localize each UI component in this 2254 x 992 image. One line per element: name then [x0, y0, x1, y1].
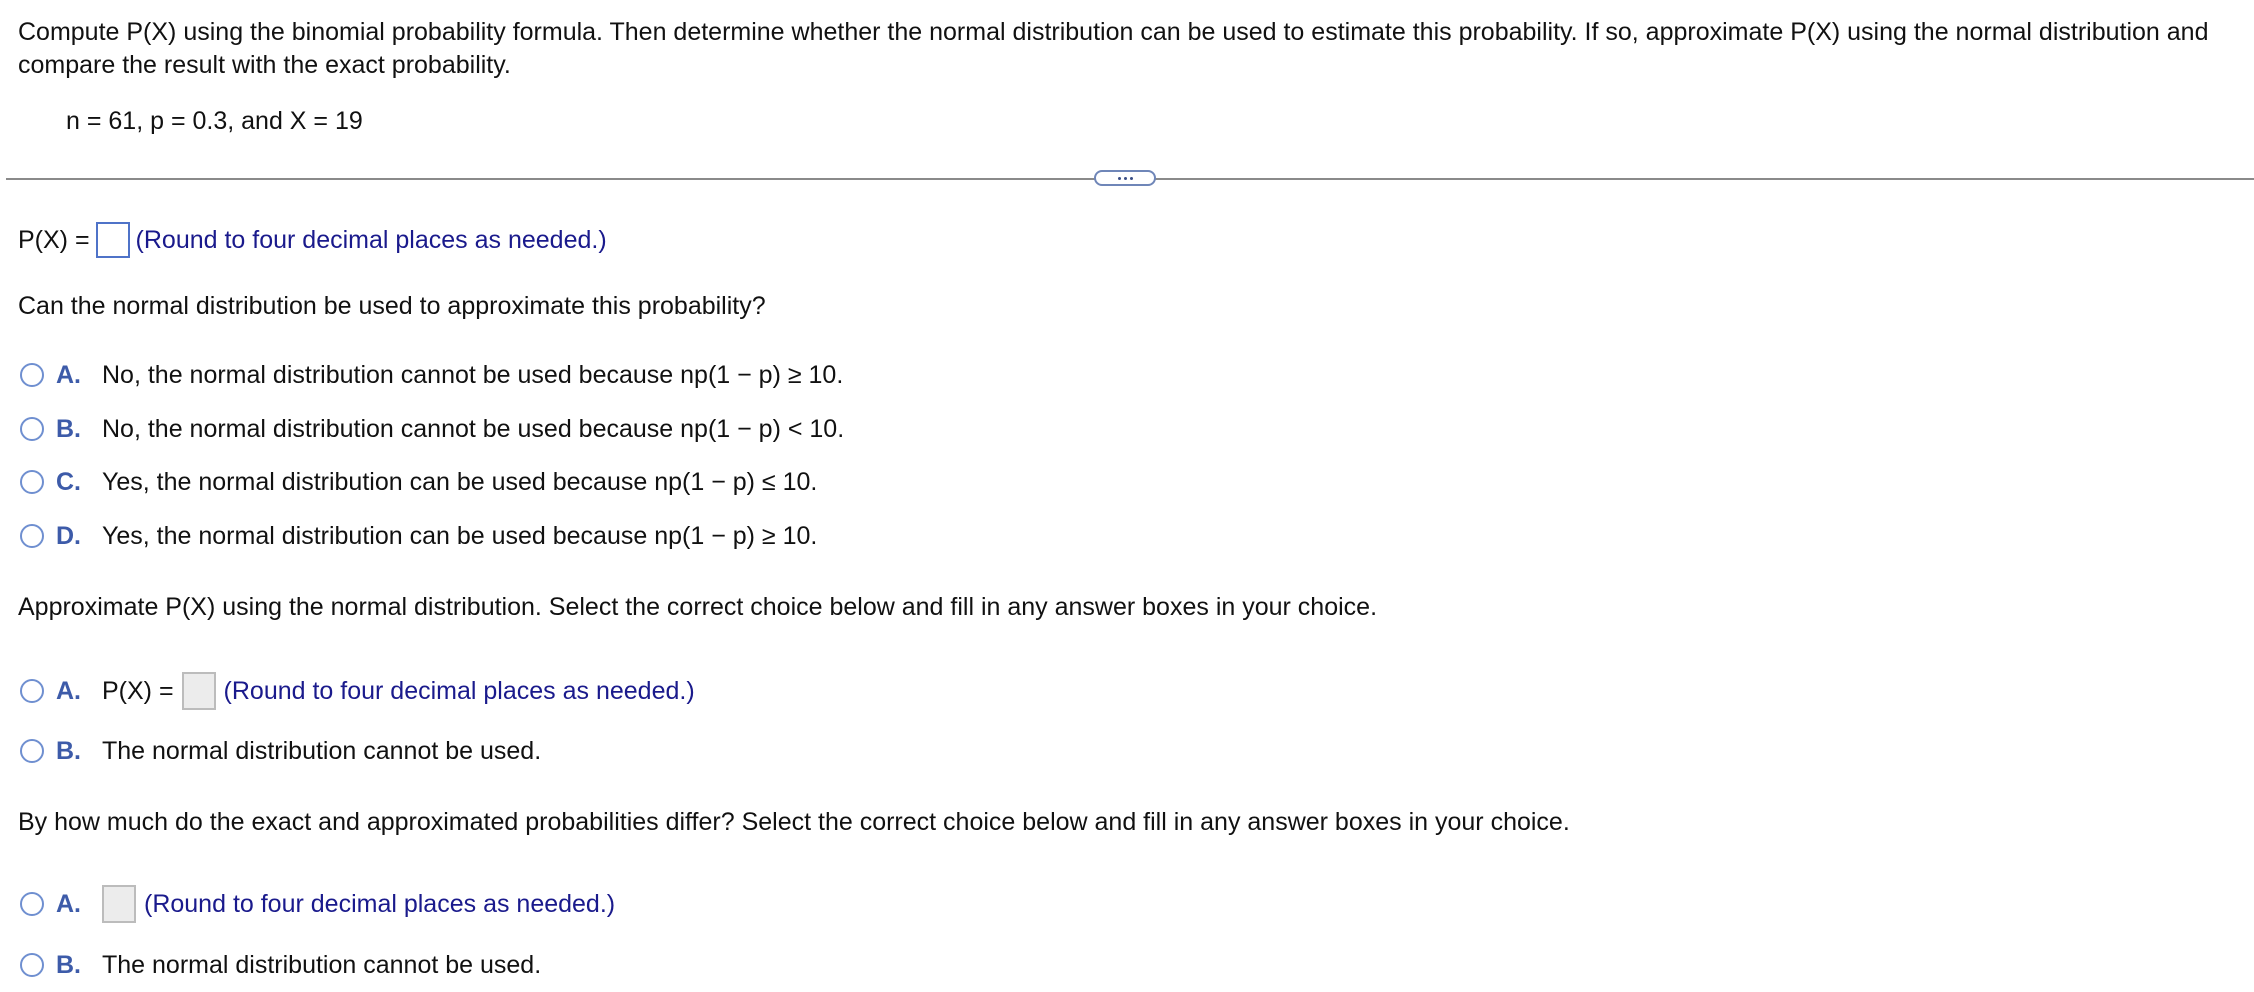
- radio-button-icon[interactable]: [20, 524, 44, 548]
- choice-b-option[interactable]: [20, 414, 844, 444]
- radio-button-icon[interactable]: [20, 417, 44, 441]
- approx-choice-a-option[interactable]: [20, 672, 695, 710]
- difference-input[interactable]: [102, 885, 136, 923]
- difference-choice-a-option[interactable]: [20, 885, 615, 923]
- approx-probability-input[interactable]: [182, 672, 216, 710]
- choice-letter: B.: [56, 415, 81, 443]
- choice-a-option[interactable]: [20, 360, 843, 390]
- question-parameters: n = 61, p = 0.3, and X = 19: [66, 107, 363, 135]
- radio-button-icon[interactable]: [20, 363, 44, 387]
- approx-probability-label: P(X) =: [102, 677, 174, 705]
- radio-button-icon[interactable]: [20, 953, 44, 977]
- radio-button-icon[interactable]: [20, 470, 44, 494]
- choice-c-option[interactable]: [20, 467, 817, 497]
- choice-text: No, the normal distribution cannot be used because np(1 − p) < 10.: [102, 415, 845, 443]
- question-intro: Compute P(X) using the binomial probability formula. Then determine whether the normal distribution can be used to estimate this probability. If so, approximate P(X) using the normal distribution and compare the result with the exact probability.: [18, 18, 2209, 79]
- ellipsis-icon-dot: [1124, 177, 1127, 180]
- ellipsis-icon: [1118, 177, 1121, 180]
- choice-letter: C.: [56, 468, 81, 496]
- exact-probability-row: [18, 222, 607, 258]
- more-options-button[interactable]: [1094, 170, 1156, 186]
- choice-letter: B.: [56, 951, 81, 979]
- exact-probability-label: P(X) =: [18, 226, 90, 254]
- difference-choice-b-option[interactable]: [20, 950, 541, 980]
- choice-text: No, the normal distribution cannot be used because np(1 − p) ≥ 10.: [102, 361, 844, 389]
- choice-letter: A.: [56, 361, 81, 389]
- normal-approx-question: Can the normal distribution be used to approximate this probability?: [18, 292, 766, 320]
- ellipsis-icon-dot: [1130, 177, 1133, 180]
- choice-text: Yes, the normal distribution can be used because np(1 − p) ≤ 10.: [102, 468, 818, 496]
- rounding-note: (Round to four decimal places as needed.): [223, 677, 695, 705]
- choice-letter: D.: [56, 522, 81, 550]
- radio-button-icon[interactable]: [20, 739, 44, 763]
- approx-choice-b-option[interactable]: [20, 736, 541, 766]
- radio-button-icon[interactable]: [20, 892, 44, 916]
- difference-question: By how much do the exact and approximated probabilities differ? Select the correct choice below and fill in any answer boxes in your choice.: [18, 808, 1570, 836]
- approximation-question: Approximate P(X) using the normal distribution. Select the correct choice below and fill in any answer boxes in your choice.: [18, 593, 1378, 621]
- choice-letter: A.: [56, 677, 81, 705]
- choice-text: The normal distribution cannot be used.: [102, 737, 542, 765]
- rounding-note: (Round to four decimal places as needed.): [144, 890, 616, 918]
- choice-letter: B.: [56, 737, 81, 765]
- choice-text: Yes, the normal distribution can be used because np(1 − p) ≥ 10.: [102, 522, 818, 550]
- choice-letter: A.: [56, 890, 81, 918]
- rounding-note: (Round to four decimal places as needed.): [135, 226, 607, 254]
- choice-d-option[interactable]: [20, 521, 817, 551]
- choice-text: The normal distribution cannot be used.: [102, 951, 542, 979]
- exact-probability-input[interactable]: [96, 222, 130, 258]
- radio-button-icon[interactable]: [20, 679, 44, 703]
